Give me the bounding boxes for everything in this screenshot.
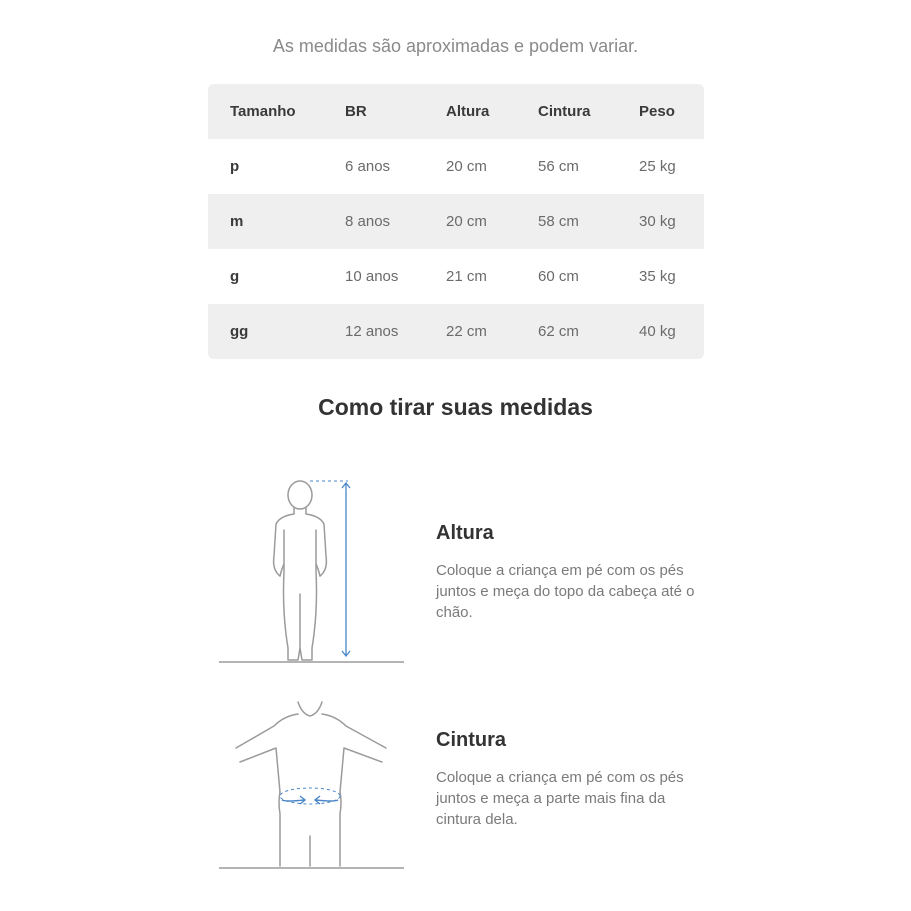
cintura-cell: 62 cm [538, 323, 579, 340]
br-cell: 8 anos [345, 213, 391, 230]
cintura-cell: 56 cm [538, 158, 579, 175]
peso-cell: 35 kg [639, 268, 676, 285]
header-tamanho: Tamanho [230, 103, 296, 120]
cintura-cell: 60 cm [538, 268, 579, 285]
header-cintura: Cintura [538, 103, 591, 120]
size-cell: g [230, 268, 240, 285]
height-instructions: Coloque a criança em pé com os pés juntos e meça do topo da cabeça até o chão. [436, 562, 695, 621]
height-figure-illustration [214, 472, 410, 668]
altura-cell: 20 cm [446, 158, 487, 175]
header-br: BR [345, 103, 367, 120]
peso-cell: 40 kg [639, 323, 676, 340]
header-altura: Altura [446, 103, 490, 120]
altura-cell: 22 cm [446, 323, 487, 340]
size-cell: m [230, 213, 244, 230]
waist-instructions: Coloque a criança em pé com os pés juntos e meça a parte mais fina da cintura dela. [436, 769, 684, 828]
height-title: Altura [436, 522, 494, 544]
table-row [208, 304, 704, 359]
altura-cell: 20 cm [446, 213, 487, 230]
size-table [208, 84, 704, 359]
size-cell: gg [230, 323, 249, 340]
peso-cell: 30 kg [639, 213, 676, 230]
waist-title: Cintura [436, 729, 506, 751]
waist-figure-illustration [214, 700, 410, 876]
table-row [208, 194, 704, 249]
size-note: As medidas são aproximadas e podem variar. [272, 36, 639, 56]
table-header-row [208, 84, 704, 139]
cintura-cell: 58 cm [538, 213, 579, 230]
table-row [208, 139, 704, 194]
peso-cell: 25 kg [639, 158, 676, 175]
header-peso: Peso [639, 103, 675, 120]
br-cell: 12 anos [345, 323, 399, 340]
how-to-title: Como tirar suas medidas [318, 394, 593, 420]
br-cell: 10 anos [345, 268, 399, 285]
br-cell: 6 anos [345, 158, 391, 175]
table-row [208, 249, 704, 304]
altura-cell: 21 cm [446, 268, 487, 285]
size-cell: p [230, 158, 240, 175]
